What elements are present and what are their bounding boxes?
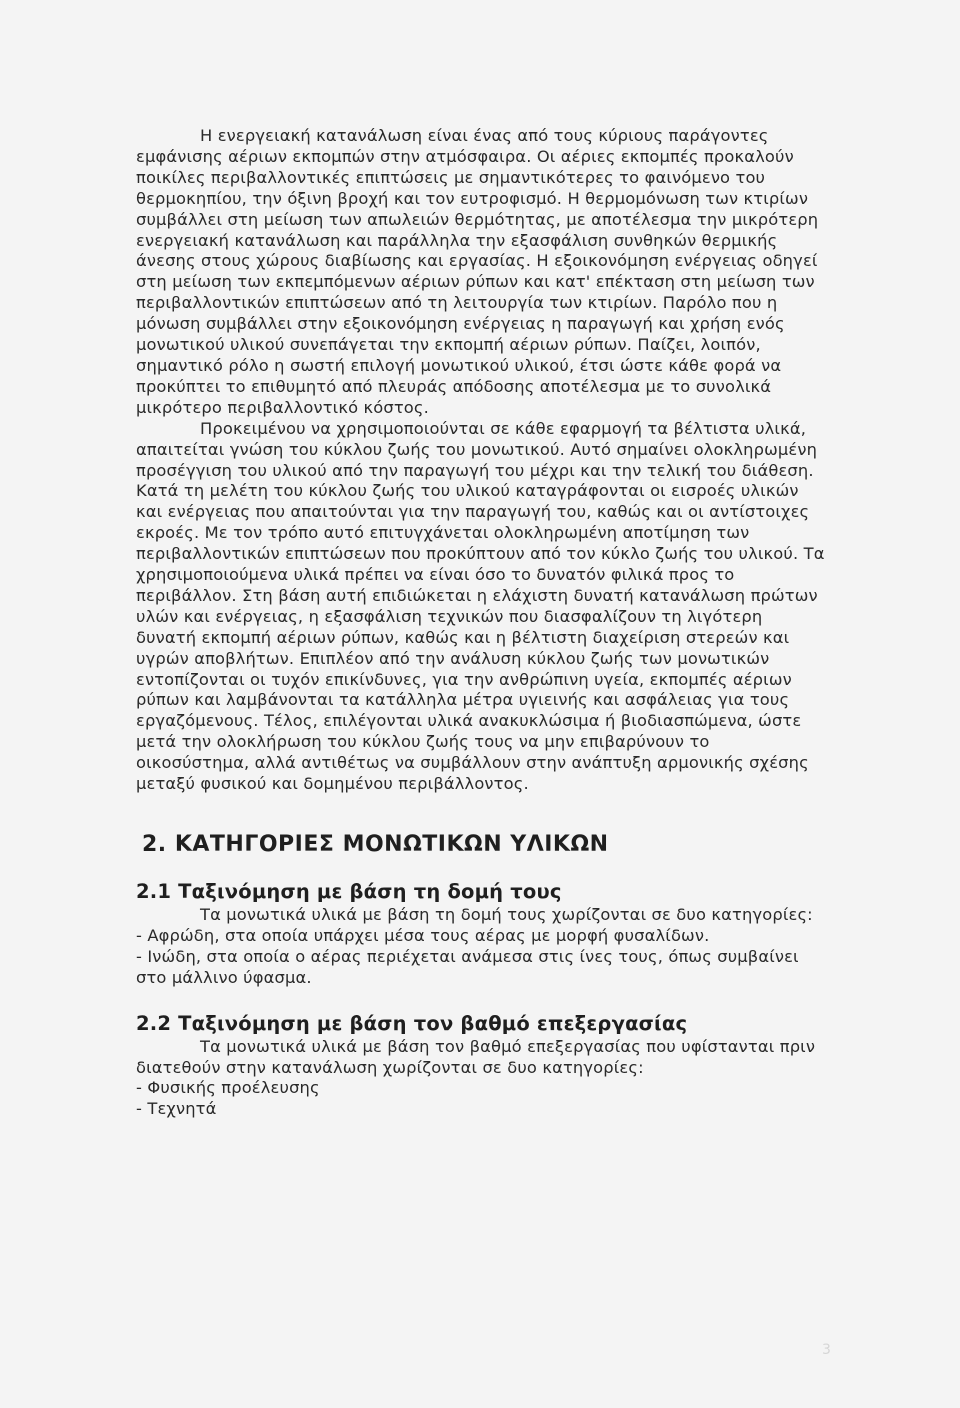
list-item: - Φυσικής προέλευσης	[136, 1078, 320, 1098]
section-2-title: 2. ΚΑΤΗΓΟΡΙΕΣ ΜΟΝΩΤΙΚΩΝ ΥΛΙΚΩΝ	[142, 832, 609, 857]
list-item: - Ινώδη, στα οποία ο αέρας περιέχεται ανάμεσα στις ίνες τους, όπως συμβαίνει στο μάλλινο ύφασμα.	[136, 946, 799, 987]
page-number: 3	[822, 1342, 831, 1358]
subsection-2-2-title: 2.2 Ταξινόμηση με βάση τον βαθμό επεξεργασίας	[136, 1011, 688, 1035]
subsection-2-2-text: Τα μονωτικά υλικά με βάση τον βαθμό επεξεργασίας που υφίστανται πριν διατεθούν στην κατανάλωση χωρίζονται σε δυο κατηγορίες:	[136, 1036, 816, 1077]
subsection-2-1-title: 2.1 Ταξινόμηση με βάση τη δομή τους	[136, 880, 562, 903]
list-item: - Τεχνητά	[136, 1099, 217, 1119]
intro-paragraph-1: Η ενεργειακή κατανάλωση είναι ένας από τους κύριους παράγοντες εμφάνισης αέριων εκπομπών στην ατμόσφαιρα. Οι αέριες εκπομπές προκαλούν ποικίλες περιβαλλοντικές επιπτώσεις με σημαντικότερες το φαινόμενο του θερμοκηπίου, την όξινη βροχή και τον ευτροφισμό. Η θερμομόνωση των κτιρίων συμβάλλει στη μείωση των απωλειών θερμότητας, με αποτέλεσμα την μικρότερη ενεργειακή κατανάλωση και παράλληλα την εξασφάλιση συνθηκών θερμικής άνεσης στους χώρους διαβίωσης και εργασίας. Η εξοικονόμηση ενέργειας οδηγεί στη μείωση των εκπεμπόμενων αέριων ρύπων και κατ' επέκταση στη μείωση των περιβαλλοντικών επιπτώσεων από τη λειτουργία των κτιρίων. Παρόλο που η μόνωση συμβάλλει στην εξοικονόμηση ενέργειας η παραγωγή και χρήση ενός μονωτικού υλικού συνεπάγεται την εκπομπή αέριων ρύπων. Παίζει, λοιπόν, σημαντικό ρόλο η σωστή επιλογή μονωτικού υλικού, έτσι ώστε κάθε φορά να προκύπτει το επιθυμητό από πλευράς απόδοσης αποτέλεσμα με το συνολικά μικρότερο περιβαλλοντικό κόστος.	[136, 126, 819, 417]
document-page	[136, 126, 826, 1120]
list-item: - Αφρώδη, στα οποία υπάρχει μέσα τους αέρας με μορφή φυσαλίδων.	[136, 925, 710, 945]
subsection-2-1-text: Τα μονωτικά υλικά με βάση τη δομή τους χωρίζονται σε δυο κατηγορίες:	[200, 905, 813, 924]
intro-paragraph-2: Προκειμένου να χρησιμοποιούνται σε κάθε εφαρμογή τα βέλτιστα υλικά, απαιτείται γνώση του κύκλου ζωής του μονωτικού. Αυτό σημαίνει ολοκληρωμένη προσέγγιση του υλικού από την παραγωγή του μέχρι και την τελική του διάθεση. Κατά τη μελέτη του κύκλου ζωής του υλικού καταγράφονται οι εισροές υλικών και ενέργειας που απαιτούνται για την παραγωγή του, καθώς και οι αντίστοιχες εκροές. Με τον τρόπο αυτό επιτυγχάνεται ολοκληρωμένη αποτίμηση των περιβαλλοντικών επιπτώσεων που προκύπτουν από τον κύκλο ζωής του υλικού. Τα χρησιμοποιούμενα υλικά πρέπει να είναι όσο το δυνατόν φιλικά προς το περιβάλλον. Στη βάση αυτή επιδιώκεται η ελάχιστη δυνατή κατανάλωση πρώτων υλών και ενέργειας, η εξασφάλιση τεχνικών που διασφαλίζουν τη λιγότερη δυνατή εκπομπή αέριων ρύπων, καθώς και η βέλτιστη διαχείριση στερεών και υγρών αποβλήτων. Επιπλέον από την ανάλυση κύκλου ζωής των μονωτικών εντοπίζονται οι τυχόν επικίνδυνες, για την ανθρώπινη υγεία, εκπομπές αέριων ρύπων και λαμβάνονται τα κατάλληλα μέτρα υγιεινής και ασφάλειας για τους εργαζόμενους. Τέλος, επιλέγονται υλικά ανακυκλώσιμα ή βιοδιασπώμενα, ώστε μετά την ολοκλήρωση του κύκλου ζωής τους να μην επιβαρύνουν το οικοσύστημα, αλλά αντιθέτως να συμβάλλουν στην ανάπτυξη αρμονικής σχέσης μεταξύ φυσικού και δομημένου περιβάλλοντος.	[136, 418, 825, 794]
